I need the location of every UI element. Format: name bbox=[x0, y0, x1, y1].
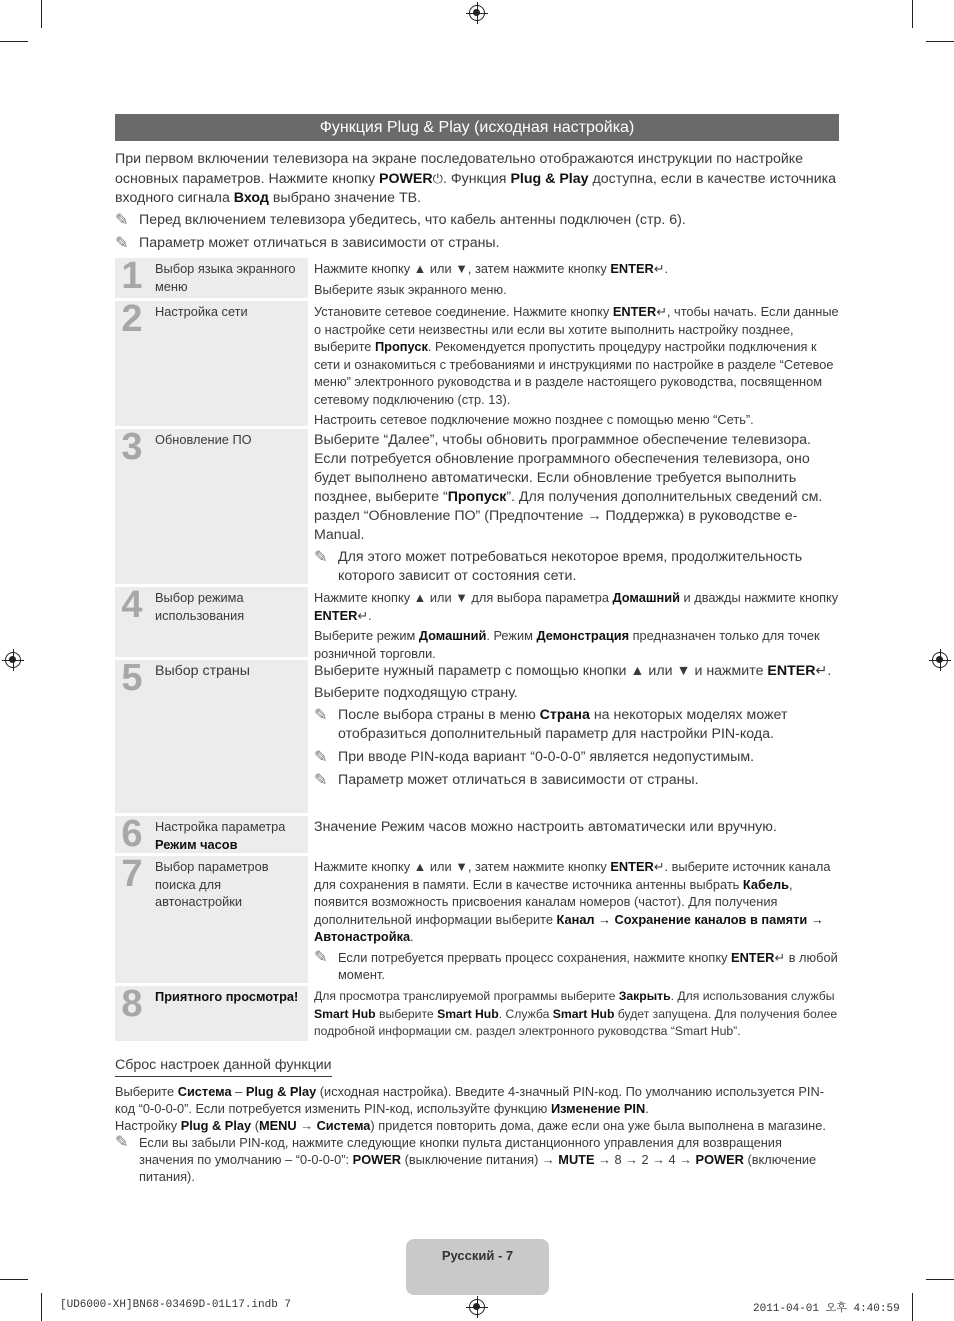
enter-label: ENTER bbox=[767, 663, 816, 679]
step-label-cell bbox=[115, 983, 308, 1041]
registration-mark-icon bbox=[469, 5, 485, 21]
pencil-note-icon: ✎ bbox=[115, 235, 129, 252]
step-text bbox=[314, 627, 839, 662]
text: ) придется повторить дома, даже если она уже была выполнена в магазине. bbox=[370, 1118, 826, 1133]
text: . bbox=[410, 929, 414, 944]
steps-table bbox=[115, 255, 839, 1044]
crop-mark bbox=[926, 1279, 954, 1280]
step-number: 7 bbox=[121, 853, 143, 895]
note-text: на некоторых моделях может отобразиться дополнительный параметр для настройки PIN-кода. bbox=[338, 707, 788, 742]
text: будет запущена. Для получения более подробной информации см. раздел электронного руководства “Smart Hub”. bbox=[314, 1006, 838, 1038]
step-content-cell bbox=[308, 816, 839, 853]
plug-and-play-label: Plug & Play bbox=[180, 1118, 252, 1133]
text: . Рекомендуется пропустить процедуру настройки подключения к сети и ознакомиться с требованиями и инструкциями по настройке в разделе “Сетевое меню” электронного руководства и в разделе настоящего руководства, посвященном сетевому подключению (стр. 13). bbox=[314, 339, 834, 407]
step-text bbox=[314, 988, 839, 1041]
enter-icon: ↵ bbox=[357, 607, 369, 623]
text: предназначен только для точек розничной торговли. bbox=[314, 628, 820, 661]
home-mode-label: Домашний bbox=[612, 590, 680, 605]
note-text: в любой момент. bbox=[338, 949, 838, 982]
text: – bbox=[235, 1084, 243, 1099]
step-content-cell bbox=[308, 429, 839, 584]
crop-mark bbox=[912, 0, 913, 28]
intro bbox=[115, 150, 840, 253]
step-text: Выберите подходящую страну. bbox=[314, 685, 518, 701]
step-content-cell bbox=[308, 301, 839, 426]
skip-label: Пропуск bbox=[447, 489, 507, 505]
registration-mark-icon bbox=[469, 1299, 485, 1315]
note-text: При вводе PIN-кода вариант “0-0-0-0” является недопустимым. bbox=[338, 749, 755, 765]
step-number: 5 bbox=[121, 657, 143, 699]
note bbox=[115, 211, 840, 230]
step-label: Обновление ПО bbox=[155, 432, 252, 447]
section-title: Функция Plug & Play (исходная настройка) bbox=[115, 114, 839, 141]
enter-icon: ↵ bbox=[656, 304, 667, 319]
change-pin-label: Изменение PIN bbox=[550, 1101, 646, 1116]
note-text: (включение питания). bbox=[139, 1152, 817, 1184]
registration-mark-icon bbox=[932, 652, 948, 668]
step-label: Настройка сети bbox=[155, 304, 248, 319]
step-label-cell bbox=[115, 657, 308, 813]
text: . Служба bbox=[498, 1006, 550, 1021]
pencil-note-icon: ✎ bbox=[314, 549, 328, 566]
note-text: Перед включением телевизора убедитесь, что кабель антенны подключен (стр. 6). bbox=[139, 212, 686, 228]
step-row bbox=[115, 298, 839, 427]
step-number: 1 bbox=[121, 255, 143, 297]
note bbox=[314, 771, 839, 790]
power-icon: ⏻ bbox=[432, 171, 443, 186]
step-label-cell bbox=[115, 298, 308, 426]
note-text: (выключение питания) → bbox=[404, 1152, 555, 1167]
step-content-cell bbox=[308, 587, 839, 661]
step-label-cell bbox=[115, 255, 308, 298]
menu-path-label: Канал → Сохранение каналов в памяти → Автонастройка bbox=[314, 911, 824, 944]
text: Выберите нужный параметр с помощью кнопки ▲ или ▼ и нажмите bbox=[314, 663, 764, 679]
text: (исходная настройка). Введите 4-значный PIN-код. По умолчанию используется PIN-код “0-0-0-0”. Если потребуется изменить PIN-код, используйте функцию bbox=[115, 1084, 824, 1116]
clock-mode-label: Режим часов bbox=[155, 836, 238, 852]
enter-label: ENTER bbox=[314, 607, 358, 623]
note bbox=[314, 949, 839, 984]
step-number: 2 bbox=[121, 298, 143, 340]
note bbox=[115, 1134, 840, 1185]
text: . Функция bbox=[442, 171, 507, 187]
power-label: POWER bbox=[695, 1152, 744, 1167]
step-text: Нажмите кнопку ▲ или ▼, затем нажмите кнопку ENTER↵. bbox=[314, 261, 669, 276]
pencil-note-icon: ✎ bbox=[115, 212, 129, 229]
skip-label: Пропуск bbox=[374, 339, 428, 354]
text: выберите bbox=[379, 1006, 434, 1021]
crop-mark bbox=[0, 41, 28, 42]
note bbox=[115, 234, 840, 253]
text: . выберите источник канала для сохранения в памяти. Если в качестве источника антенны выбрать bbox=[314, 859, 831, 892]
smart-hub-label: Smart Hub bbox=[314, 1006, 376, 1021]
plug-and-play-label: Plug & Play bbox=[245, 1084, 317, 1099]
smart-hub-label: Smart Hub bbox=[437, 1006, 499, 1021]
note bbox=[314, 548, 839, 586]
pencil-note-icon: ✎ bbox=[314, 749, 328, 766]
enter-label: ENTER bbox=[731, 949, 775, 965]
text: Нажмите кнопку ▲ или ▼, затем нажмите кнопку bbox=[314, 859, 607, 874]
cable-label: Кабель bbox=[742, 876, 790, 892]
step-content-cell bbox=[308, 986, 839, 1041]
step-label: Выбор режима использования bbox=[155, 590, 245, 623]
step-label-cell bbox=[115, 426, 308, 584]
note-text: Для этого может потребоваться некоторое время, продолжительность которого зависит от состояния сети. bbox=[338, 549, 803, 584]
step-text: Выберите язык экранного меню. bbox=[314, 281, 507, 297]
crop-mark bbox=[41, 1293, 42, 1321]
system-label: Система bbox=[316, 1118, 371, 1133]
enter-label: ENTER bbox=[612, 304, 657, 319]
step-text: Нажмите кнопку ▲ или ▼ для выбора параметра Домашний и дважды нажмите кнопку ENTER↵. bbox=[314, 590, 839, 623]
step-label: Выбор параметров поиска для автонастройки bbox=[155, 859, 269, 909]
enter-icon: ↵ bbox=[653, 859, 665, 874]
text: . Для использования службы bbox=[670, 989, 835, 1003]
text: выбрано значение ТВ. bbox=[272, 190, 422, 206]
enter-label: ENTER bbox=[610, 261, 654, 276]
text: . bbox=[645, 1101, 649, 1116]
text: Установите сетевое соединение. Нажмите кнопку bbox=[314, 304, 610, 319]
text: Настройку bbox=[115, 1118, 178, 1133]
step-label: Настройка параметра bbox=[155, 819, 286, 834]
reset-section-title: Сброс настроек данной функции bbox=[115, 1056, 332, 1077]
note-text: Параметр может отличаться в зависимости от страны. bbox=[139, 235, 500, 251]
crop-mark bbox=[41, 0, 42, 28]
demo-mode-label: Демонстрация bbox=[536, 628, 630, 643]
crop-mark bbox=[926, 41, 954, 42]
step-number: 4 bbox=[121, 584, 143, 626]
file-info: [UD6000-XH]BN68-03469D-01L17.indb 7 bbox=[60, 1299, 292, 1311]
enter-icon: ↵ bbox=[815, 663, 828, 679]
text: При первом включении телевизора на экране последовательно отображаются инструкции по настройке основных параметров. Нажмите кнопку bbox=[115, 151, 804, 187]
step-row bbox=[115, 426, 839, 584]
step-text: Значение Режим часов можно настроить автоматически или вручную. bbox=[314, 819, 777, 835]
page-number: Русский - 7 bbox=[441, 1248, 514, 1263]
step-number: 6 bbox=[121, 813, 143, 855]
step-number: 3 bbox=[121, 426, 143, 468]
step-text: Настроить сетевое подключение можно позднее с помощью меню “Сеть”. bbox=[314, 412, 754, 427]
country-label: Страна bbox=[539, 707, 590, 723]
step-row bbox=[115, 853, 839, 983]
enter-label: ENTER bbox=[610, 859, 654, 874]
text: ( bbox=[254, 1118, 259, 1133]
system-label: Система bbox=[177, 1084, 232, 1099]
enter-icon: ↵ bbox=[653, 261, 665, 276]
note-text: → 8 → 2 → 4 → bbox=[598, 1152, 692, 1167]
power-label: POWER bbox=[352, 1152, 402, 1167]
crop-mark bbox=[912, 1293, 913, 1321]
intro-paragraph bbox=[115, 150, 840, 208]
step-label: Приятного просмотра! bbox=[155, 989, 299, 1004]
pencil-note-icon: ✎ bbox=[115, 1134, 129, 1151]
pencil-note-icon: ✎ bbox=[314, 707, 328, 724]
text: доступна, если в качестве источника входного сигнала bbox=[115, 171, 837, 206]
step-content-cell bbox=[308, 856, 839, 983]
print-date: 2011-04-01 오후 4:40:59 bbox=[753, 1303, 900, 1315]
note-text: Если вы забыли PIN-код, нажмите следующие кнопки пульта дистанционного управления для возвращения значения по умолчанию – “0-0-0-0”: bbox=[139, 1135, 782, 1167]
text: Нажмите кнопку ▲ или ▼, затем нажмите кнопку bbox=[314, 261, 607, 276]
crop-mark bbox=[0, 1279, 28, 1280]
home-mode-label: Домашний bbox=[418, 628, 487, 643]
page-number-tab bbox=[406, 1239, 549, 1295]
text: , чтобы начать. Если данные о настройке сети неизвестны или если вы хотите выполнить настройку позднее, выберите bbox=[314, 304, 839, 354]
text: Выберите режим bbox=[314, 628, 416, 643]
reset-paragraph bbox=[115, 1117, 840, 1134]
step-label: Выбор языка экранного меню bbox=[155, 261, 296, 294]
input-label: Вход bbox=[233, 190, 269, 206]
text: , появится возможность присвоения каналам номеров (частот). Для получения дополнительной информации выберите bbox=[314, 876, 793, 927]
step-text bbox=[314, 858, 839, 946]
step-row bbox=[115, 584, 839, 661]
pencil-note-icon: ✎ bbox=[314, 948, 328, 966]
enter-icon: ↵ bbox=[774, 949, 786, 965]
text: Для просмотра транслируемой программы выберите bbox=[314, 989, 616, 1003]
step-content-cell bbox=[308, 660, 839, 813]
text: Выберите bbox=[115, 1084, 175, 1099]
step-number: 8 bbox=[121, 983, 143, 1025]
menu-label: MENU bbox=[258, 1118, 297, 1133]
reset-section-body bbox=[115, 1083, 840, 1185]
text: ”. Для получения дополнительных сведений см. раздел “Обновление ПО” (Предпочтение → Поддержка) в руководстве e-Manual. bbox=[314, 489, 823, 543]
step-content-cell bbox=[308, 258, 839, 298]
note-text: Параметр может отличаться в зависимости от страны. bbox=[338, 772, 699, 788]
step-label-cell bbox=[115, 813, 308, 855]
step-row bbox=[115, 255, 839, 298]
step-text bbox=[314, 303, 839, 408]
smart-hub-label: Smart Hub bbox=[552, 1006, 615, 1021]
plug-and-play-label: Plug & Play bbox=[510, 171, 589, 187]
registration-mark-icon bbox=[5, 652, 21, 668]
step-text: Выберите нужный параметр с помощью кнопки ▲ или ▼ и нажмите ENTER↵. bbox=[314, 663, 832, 679]
text: . Режим bbox=[486, 628, 533, 643]
reset-paragraph bbox=[115, 1083, 840, 1117]
close-label: Закрыть bbox=[618, 989, 671, 1003]
mute-label: MUTE bbox=[558, 1152, 595, 1167]
power-label: POWER bbox=[379, 171, 433, 187]
text: Нажмите кнопку ▲ или ▼ для выбора параметра bbox=[314, 590, 609, 605]
text: и дважды нажмите кнопку bbox=[683, 590, 839, 605]
step-row bbox=[115, 657, 839, 813]
text: → bbox=[300, 1118, 313, 1133]
note-text: После выбора страны в меню bbox=[338, 707, 536, 723]
step-label-cell bbox=[115, 584, 308, 657]
step-text bbox=[314, 431, 839, 545]
step-row bbox=[115, 983, 839, 1041]
step-label-cell bbox=[115, 853, 308, 983]
text: Выберите “Далее”, чтобы обновить программное обеспечение телевизора. Если потребуется обновление программного обеспечения телевизора, оно будет выполнено автоматически. Если обновление требуется выполнить позднее, выберите “ bbox=[314, 432, 811, 505]
step-label: Выбор страны bbox=[155, 663, 250, 679]
note bbox=[314, 748, 839, 767]
note bbox=[314, 706, 839, 744]
pencil-note-icon: ✎ bbox=[314, 772, 328, 789]
note-text: Если потребуется прервать процесс сохранения, нажмите кнопку bbox=[338, 949, 728, 965]
step-row bbox=[115, 813, 839, 855]
